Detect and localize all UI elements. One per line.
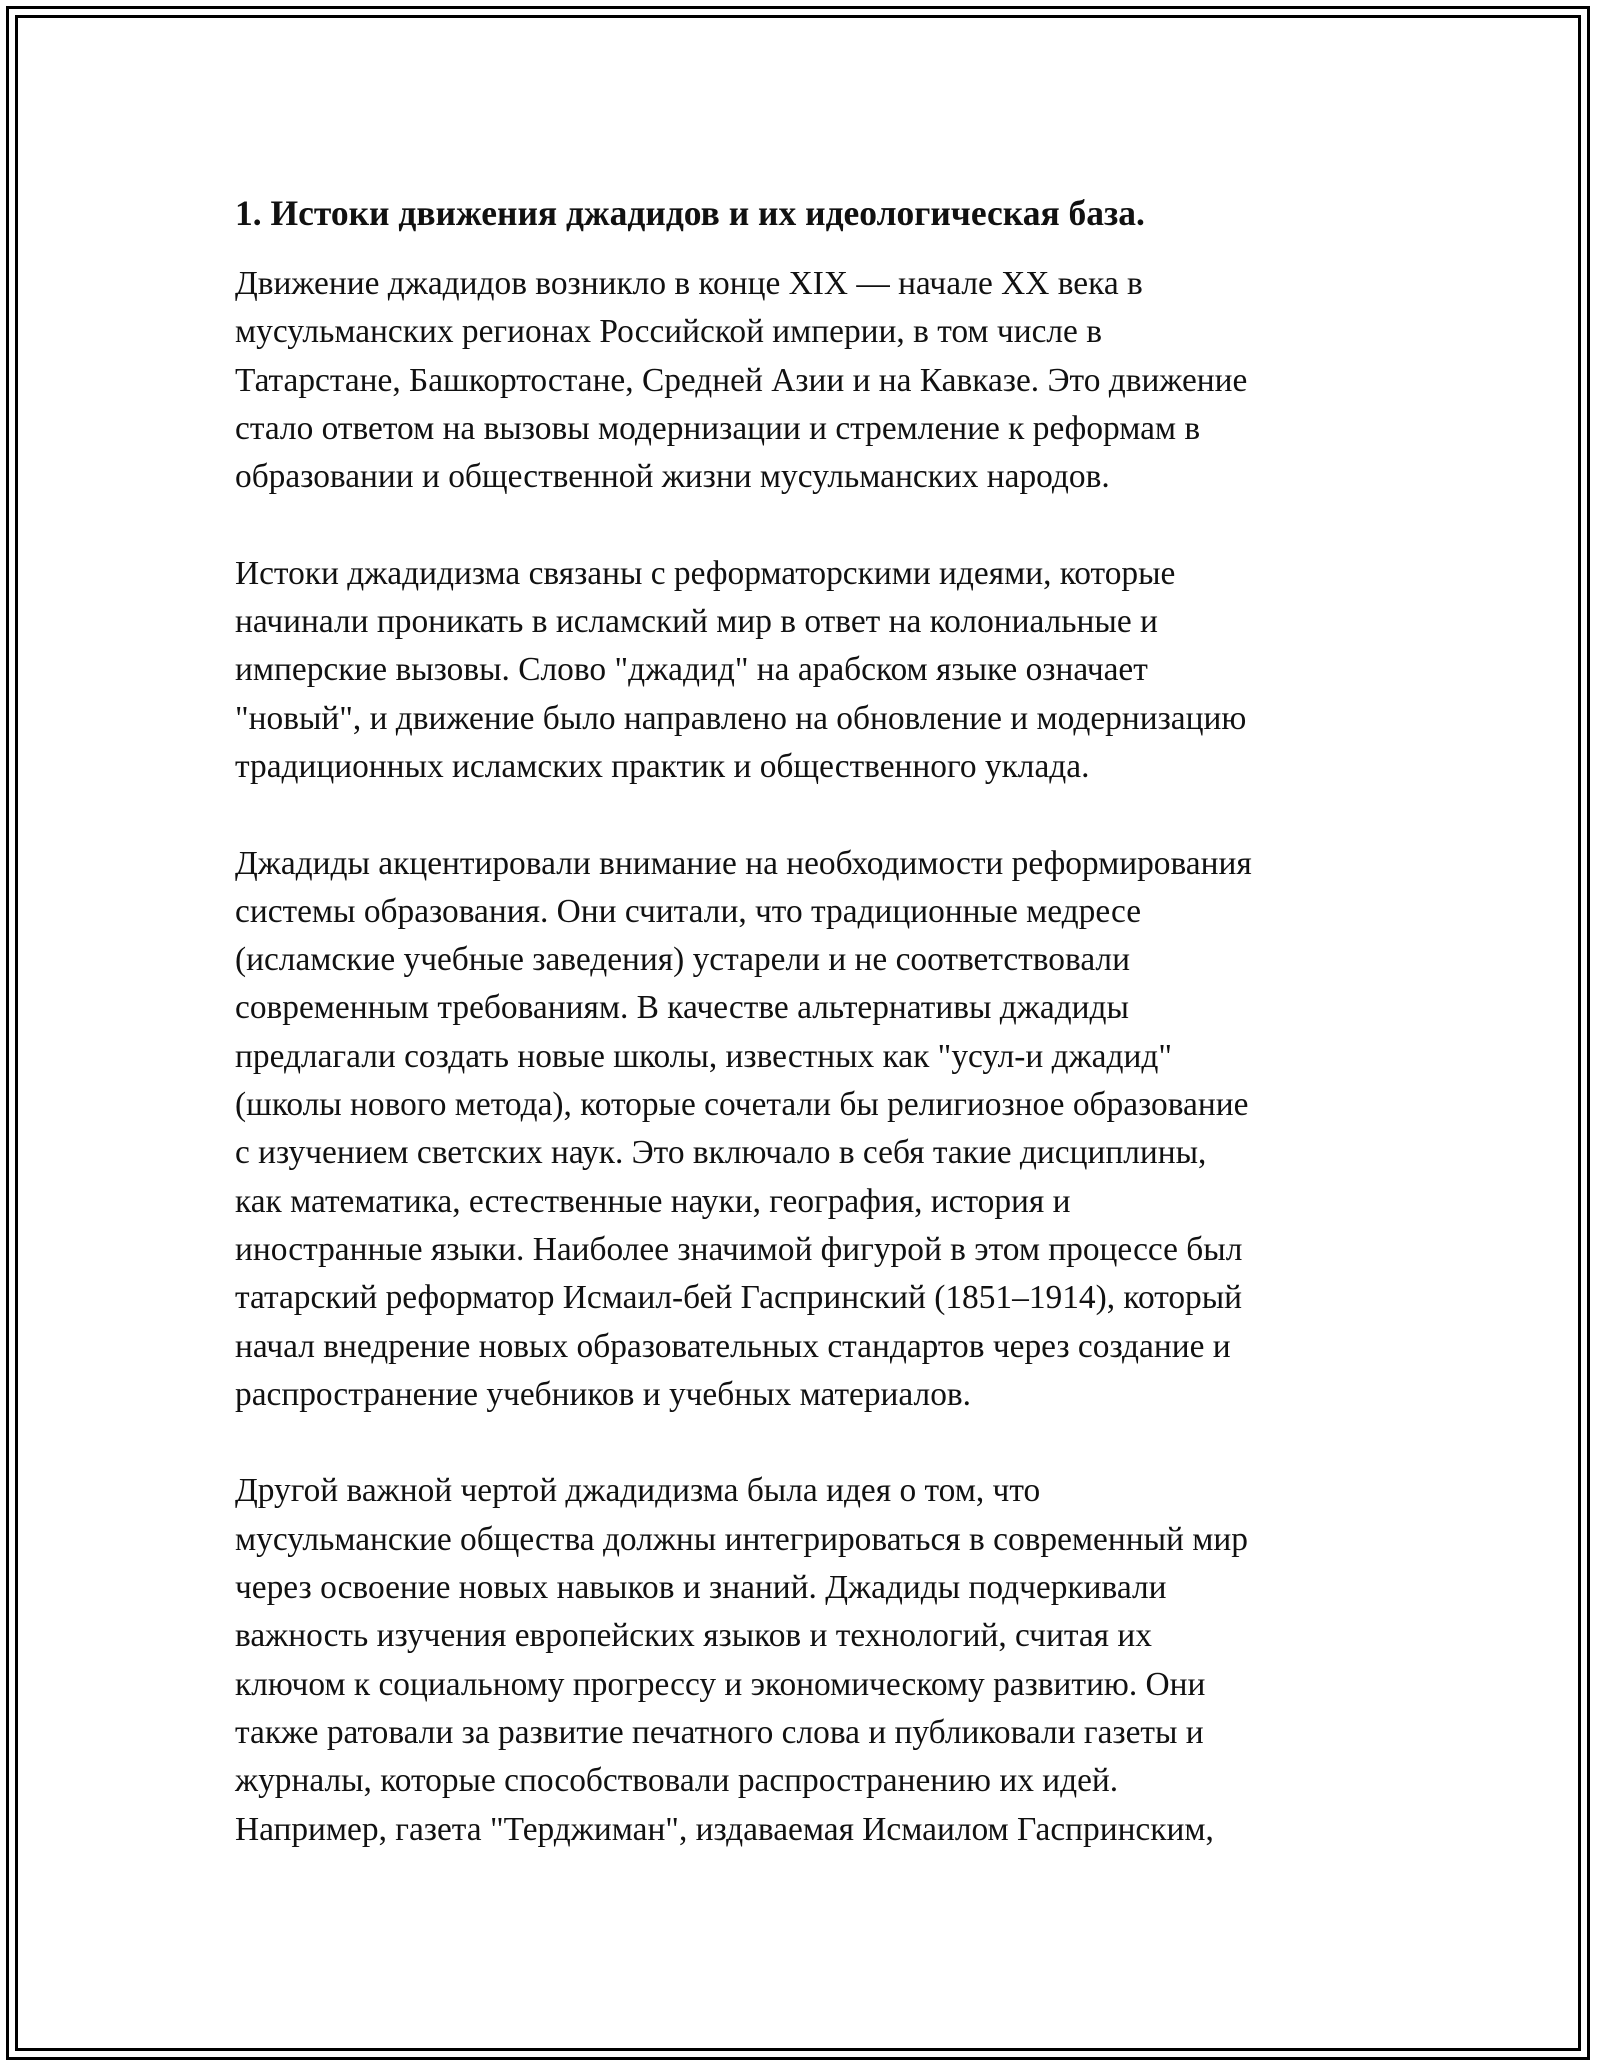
text-line: системы образования. Они считали, что традиционные медресе xyxy=(235,892,1142,930)
text-line: Другой важной чертой джадидизма была идея о том, что xyxy=(235,1472,1041,1510)
document-body xyxy=(235,188,1365,1902)
text-line: предлагали создать новые школы, известных как "усул-и джадид" xyxy=(235,1037,1172,1075)
text-line: мусульманские общества должны интегрироваться в современный мир xyxy=(235,1520,1248,1558)
text-line: начинали проникать в исламский мир в ответ на колониальные и xyxy=(235,603,1158,641)
paragraph-4 xyxy=(235,1467,1365,1853)
text-line: традиционных исламских практик и общественного уклада. xyxy=(235,747,1090,785)
text-line: как математика, естественные науки, география, история и xyxy=(235,1182,1071,1220)
text-line: мусульманских регионах Российской империи, в том числе в xyxy=(235,313,1102,351)
text-line: Истоки джадидизма связаны с реформаторскими идеями, которые xyxy=(235,554,1176,592)
text-line: Джадиды акцентировали внимание на необходимости реформирования xyxy=(235,844,1252,882)
text-line: с изучением светских наук. Это включало в себя такие дисциплины, xyxy=(235,1134,1207,1172)
text-line: важность изучения европейских языков и технологий, считая их xyxy=(235,1617,1152,1655)
paragraph-3 xyxy=(235,840,1365,1420)
text-line: начал внедрение новых образовательных стандартов через создание и xyxy=(235,1327,1231,1365)
text-line: образовании и общественной жизни мусульманских народов. xyxy=(235,458,1110,496)
text-line: татарский реформатор Исмаил-бей Гаспринский (1851–1914), который xyxy=(235,1279,1243,1317)
text-line: (школы нового метода), которые сочетали бы религиозное образование xyxy=(235,1086,1249,1124)
text-line: Движение джадидов возникло в конце XIX — начале XX века в xyxy=(235,265,1143,302)
text-line: стало ответом на вызовы модернизации и стремление к реформам в xyxy=(235,409,1201,447)
text-line: "новый", и движение было направлено на обновление и модернизацию xyxy=(235,699,1247,737)
paragraph-1 xyxy=(235,260,1365,501)
text-line: иностранные языки. Наиболее значимой фигурой в этом процессе был xyxy=(235,1230,1243,1268)
text-line: имперские вызовы. Слово "джадид" на арабском языке означает xyxy=(235,651,1148,689)
text-line: (исламские учебные заведения) устарели и не соответствовали xyxy=(235,941,1130,979)
text-line: Например, газета "Терджиман", издаваемая Исмаилом Гаспринским, xyxy=(235,1810,1214,1848)
text-line: через освоение новых навыков и знаний. Джадиды подчеркивали xyxy=(235,1569,1167,1607)
section-heading: 1. Истоки движения джадидов и их идеологическая база. xyxy=(235,193,1145,233)
text-line: ключом к социальному прогрессу и экономическому развитию. Они xyxy=(235,1665,1206,1703)
paragraph-2 xyxy=(235,550,1365,791)
text-line: Татарстане, Башкортостане, Средней Азии и на Кавказе. Это движение xyxy=(235,361,1248,399)
text-line: также ратовали за развитие печатного слова и публиковали газеты и xyxy=(235,1713,1204,1751)
text-line: современным требованиям. В качестве альтернативы джадиды xyxy=(235,989,1129,1027)
text-line: журналы, которые способствовали распространению их идей. xyxy=(235,1762,1119,1800)
text-line: распространение учебников и учебных материалов. xyxy=(235,1375,972,1413)
